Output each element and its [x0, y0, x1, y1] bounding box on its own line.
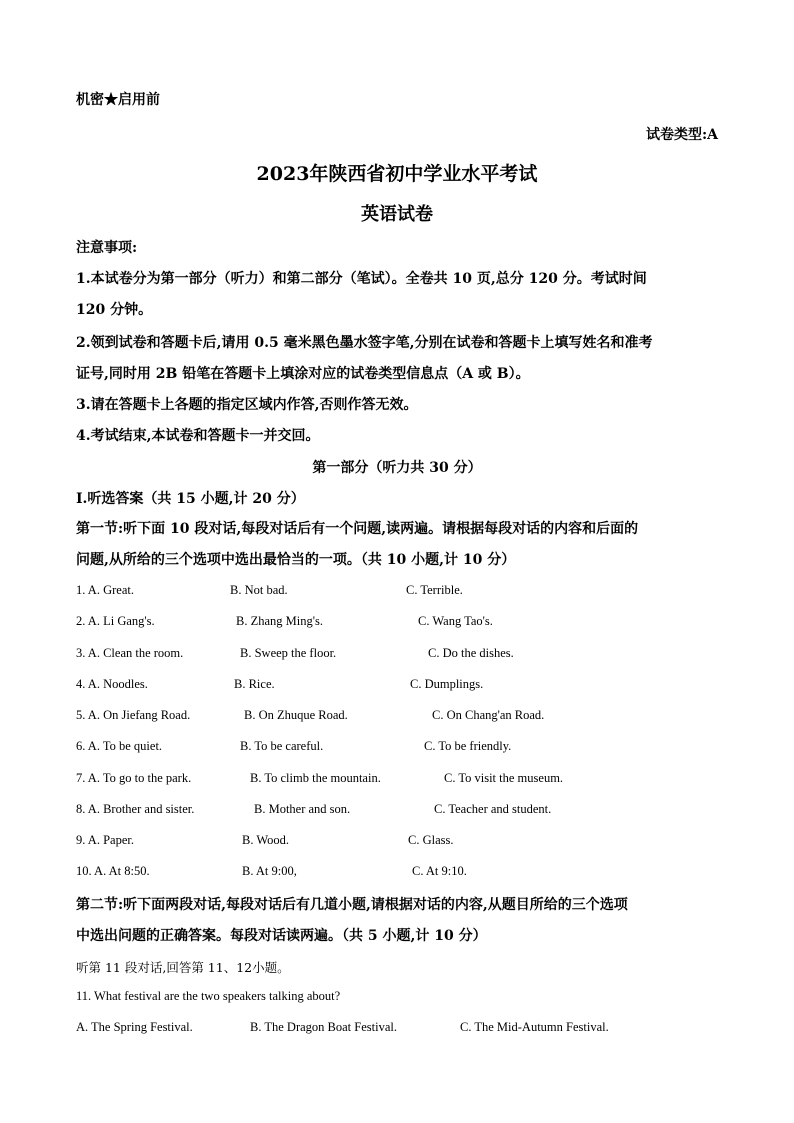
question-10 [76, 864, 776, 882]
question-4-option-b[interactable]: B. Rice. [234, 677, 275, 691]
question-2-option-a[interactable]: 2. A. Li Gang's. [76, 614, 155, 628]
question-11-option-c[interactable]: C. The Mid-Autumn Festival. [460, 1020, 609, 1034]
question-3-option-c[interactable]: C. Do the dishes. [428, 646, 514, 660]
question-6-option-c[interactable]: C. To be friendly. [424, 739, 512, 753]
question-4-option-c[interactable]: C. Dumplings. [410, 677, 484, 691]
question-1 [76, 583, 776, 601]
question-6-option-b[interactable]: B. To be careful. [240, 739, 324, 753]
notice-heading: 注意事项: [76, 240, 138, 256]
question-2-option-b[interactable]: B. Zhang Ming's. [236, 614, 323, 628]
notice-item-2-line-2: 证号,同时用 2B 铅笔在答题卡上填涂对应的试卷类型信息点（A 或 B）。 [76, 366, 530, 382]
question-8-option-b[interactable]: B. Mother and son. [254, 802, 351, 816]
question-3-option-b[interactable]: B. Sweep the floor. [240, 646, 337, 660]
question-9-option-b[interactable]: B. Wood. [242, 833, 290, 847]
question-1-option-a[interactable]: 1. A. Great. [76, 583, 134, 597]
question-10-option-b[interactable]: B. At 9:00, [242, 864, 297, 878]
question-7-option-a[interactable]: 7. A. To go to the park. [76, 771, 192, 785]
question-9 [76, 833, 776, 851]
question-3-option-a[interactable]: 3. A. Clean the room. [76, 646, 184, 660]
section-one-instructions-line-2: 问题,从所给的三个选项中选出最恰当的一项。（共 10 小题,计 10 分） [76, 552, 516, 568]
question-10-option-c[interactable]: C. At 9:10. [412, 864, 467, 878]
question-8-option-a[interactable]: 8. A. Brother and sister. [76, 802, 195, 816]
question-5 [76, 708, 776, 726]
question-8-option-c[interactable]: C. Teacher and student. [434, 802, 552, 816]
question-11-option-a[interactable]: A. The Spring Festival. [76, 1020, 193, 1034]
question-5-option-b[interactable]: B. On Zhuque Road. [244, 708, 348, 722]
question-7-option-b[interactable]: B. To climb the mountain. [250, 771, 381, 785]
question-9-option-c[interactable]: C. Glass. [408, 833, 454, 847]
question-7-option-c[interactable]: C. To visit the museum. [444, 771, 564, 785]
section-two-instructions-line-1: 第二节:听下面两段对话,每段对话后有几道小题,请根据对话的内容,从题目所给的三个选项 [76, 897, 628, 913]
section-one-instructions-line-1: 第一节:听下面 10 段对话,每段对话后有一个问题,读两遍。请根据每段对话的内容和后面的 [76, 521, 639, 537]
question-1-option-c[interactable]: C. Terrible. [406, 583, 463, 597]
question-2-option-c[interactable]: C. Wang Tao's. [418, 614, 493, 628]
exam-title: 2023年陕西省初中学业水平考试 [256, 163, 538, 185]
question-11-option-b[interactable]: B. The Dragon Boat Festival. [250, 1020, 397, 1034]
question-10-option-a[interactable]: 10. A. At 8:50. [76, 864, 150, 878]
notice-item-3: 3.请在答题卡上各题的指定区域内作答,否则作答无效。 [76, 397, 418, 413]
question-5-option-a[interactable]: 5. A. On Jiefang Road. [76, 708, 191, 722]
part-one-heading: 第一部分（听力共 30 分） [312, 460, 482, 476]
confidential-label: 机密★启用前 [76, 92, 160, 108]
notice-item-1-line-2: 120 分钟。 [76, 302, 153, 318]
question-4 [76, 677, 776, 695]
dialog-11-intro: 听第 11 段对话,回答第 11、12小题。 [76, 960, 290, 975]
question-1-option-b[interactable]: B. Not bad. [230, 583, 288, 597]
notice-item-2-line-1: 2.领到试卷和答题卡后,请用 0.5 毫米黑色墨水签字笔,分别在试卷和答题卡上填写姓名和准考 [76, 335, 653, 351]
question-3 [76, 646, 776, 664]
question-4-option-a[interactable]: 4. A. Noodles. [76, 677, 148, 691]
notice-item-4: 4.考试结束,本试卷和答题卡一并交回。 [76, 428, 320, 444]
paper-type-label: 试卷类型:A [645, 127, 718, 143]
question-11 [76, 1020, 776, 1038]
question-2 [76, 614, 776, 632]
notice-item-1-line-1: 1.本试卷分为第一部分（听力）和第二部分（笔试）。全卷共 10 页,总分 120 分。考试时间 [76, 271, 647, 287]
question-6 [76, 739, 776, 757]
section-two-instructions-line-2: 中选出问题的正确答案。每段对话读两遍。（共 5 小题,计 10 分） [76, 928, 487, 944]
question-7 [76, 771, 776, 789]
question-9-option-a[interactable]: 9. A. Paper. [76, 833, 134, 847]
question-8 [76, 802, 776, 820]
question-11-text: 11. What festival are the two speakers talking about? [76, 989, 341, 1003]
exam-subtitle: 英语试卷 [361, 204, 433, 225]
question-5-option-c[interactable]: C. On Chang'an Road. [432, 708, 545, 722]
section-one-title: I.听选答案（共 15 小题,计 20 分） [76, 491, 305, 507]
question-6-option-a[interactable]: 6. A. To be quiet. [76, 739, 163, 753]
